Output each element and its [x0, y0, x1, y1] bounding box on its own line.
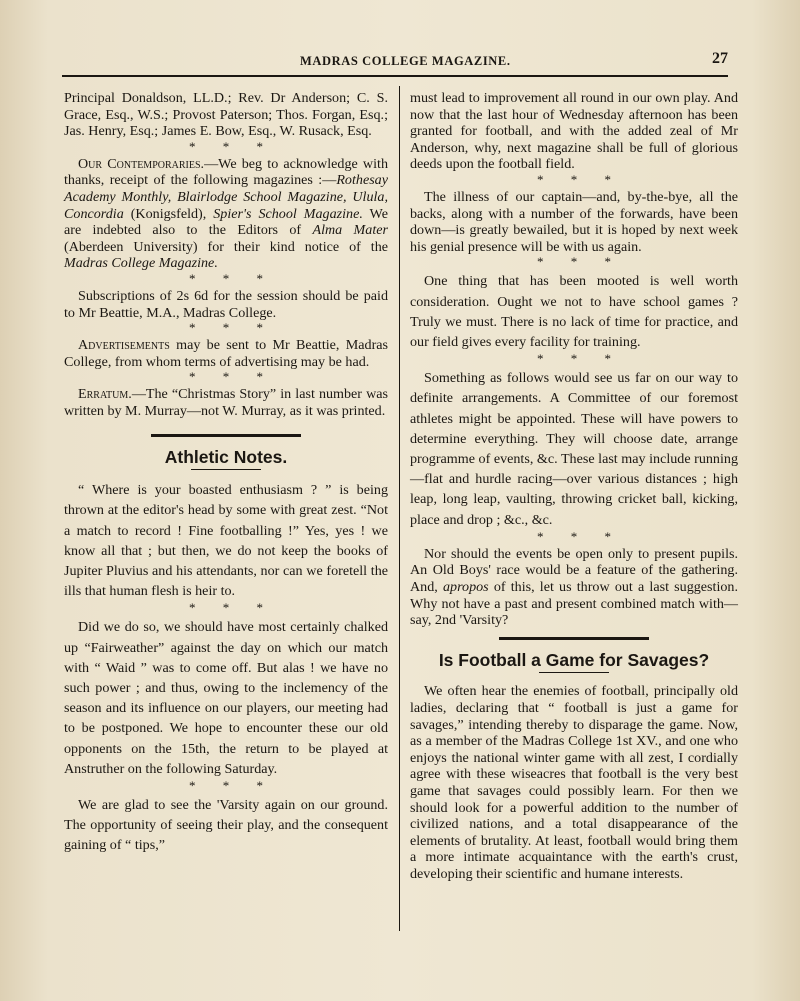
contemporaries-text-c: We are indebted also to the Editors of — [64, 205, 388, 239]
athletic-paragraph: We are glad to see the 'Varsity again on our ground. The opportunity of seeing their play, and the consequent gaining of “ tips,” — [64, 796, 388, 854]
school-games-paragraph: One thing that has been mooted is well worth consideration. Ought we not to have school games ? Truly we must. There is no lack of time for practice, and our field gives every facility for training. — [410, 273, 738, 350]
section-ornament: * * * — [537, 351, 623, 367]
captain-illness-paragraph: The illness of our captain—and, by-the-bye, all the backs, along with a number of the forwards, have been down—is greatly bewailed, but it is hoped by next week his genial presence will be with us again. — [410, 188, 738, 255]
alma-mater: Alma Mater — [312, 222, 389, 239]
section-ornament: * * * — [189, 138, 275, 154]
contemporaries-paragraph — [64, 156, 388, 272]
madras-college-magazine: Madras College Magazine. — [64, 255, 218, 272]
section-ornament: * * * — [537, 254, 623, 270]
subscriptions-paragraph: Subscriptions of 2s 6d for the session should be paid to Mr Beattie, M.A., Madras College. — [64, 287, 388, 321]
header-rule — [62, 75, 728, 77]
advertisements-text: may be sent to Mr Beattie, Madras College, from whom terms of advertising may be had. — [64, 337, 388, 370]
athletic-notes-title: Athletic Notes. — [164, 446, 288, 467]
running-title: MADRAS COLLEGE MAGAZINE. — [300, 54, 511, 68]
section-ornament: * * * — [189, 320, 275, 336]
continued-paragraph: must lead to improvement all round in our own play. And now that the last hour of Wednesday afternoon has been granted for football, and with the added zeal of Mr Anderson, why, next magazine shall be full of glorious deeds upon the football field. — [410, 90, 738, 173]
contemporaries-text-d: (Aberdeen University) for their kind notice of the — [64, 238, 388, 255]
column-divider — [399, 86, 400, 931]
erratum-paragraph — [64, 386, 388, 419]
left-column — [64, 90, 388, 856]
title-underline — [191, 469, 261, 470]
advertisements-heading: Advertisements — [78, 337, 170, 354]
contemporaries-heading: Our Contemporaries. — [78, 155, 205, 172]
section-ornament: * * * — [537, 528, 623, 544]
arrangements-paragraph: Something as follows would see us far on our way to definite arrangements. A Committee of our foremost athletes might be appointed. These will have powers to determine everything. They will choose date, arrange programme of events, &c. These last may include running—flat and hurdle racing—over various distances ; high leap, long leap, vaulting, throwing cricket ball, kicking, place and drop ; &c., &c. — [410, 370, 738, 528]
section-ornament: * * * — [537, 171, 623, 187]
spiers-magazine: Spier's School Magazine. — [213, 205, 363, 222]
page-number: 27 — [712, 50, 728, 67]
apropos: apropos — [442, 578, 489, 595]
events-text-b: of this, let us throw out a last suggestion. Why not have a past and present combined match with—say, 2nd 'Varsity? — [410, 578, 738, 629]
athletic-paragraph: “ Where is your boasted enthusiasm ? ” is being thrown at the editor's head by some with great zest. “Not a match to record ! Fine footballing !” Yes, yes ! we know all that ; but then, we do not keep the books of Jupiter Pluvius and his attendants, nor can we foretell the ills that human flesh is heir to. — [64, 482, 388, 600]
magazine-names: Rothesay Academy Monthly, Blairlodge School Magazine, Ulula, Concordia — [64, 172, 388, 222]
title-underline — [539, 672, 609, 673]
right-column — [410, 90, 738, 882]
events-text: Nor should the events be open only to present pupils. An Old Boys' race would be a feature of the gathering. And, — [410, 545, 738, 595]
section-rule — [151, 434, 301, 437]
events-paragraph — [410, 546, 738, 629]
erratum-text: —The “Christmas Story” in last number was written by M. Murray—not W. Murray, as it was printed. — [64, 386, 388, 419]
patrons-paragraph: Principal Donaldson, LL.D.; Rev. Dr Anderson; C. S. Grace, Esq., W.S.; Provost Paterson; Thos. Forgan, Esq.; Jas. Henry, Esq.; James E. Bow, Esq., W. Rusack, Esq. — [64, 90, 388, 140]
contemporaries-text-b: (Konigsfeld), — [123, 205, 214, 222]
section-ornament: * * * — [189, 777, 275, 793]
section-ornament: * * * — [189, 600, 275, 616]
football-paragraph: We often hear the enemies of football, principally old ladies, declaring that “ football is just a game for savages,” intending thereby to disparage the game. Now, as a member of the Madras College 1st XV., and one who enjoys the national winter game with all zest, I cordially agree with these wiseacres that football is the very best game that savages could possibly learn. For then we should look for a powerful addition to the number of civilized nations, and a total disappearance of the elements of brutality. At least, football would bring them a more intimate acquaintance with the earth's crust, developing their scientific and humane interests. — [410, 683, 738, 882]
athletic-paragraph: Did we do so, we should have most certainly chalked up “Fairweather” against the day on which our match with “ Waid ” was to come off. But alas ! we have no such power ; and thus, owing to the inclemency of the season and its influence on our players, our meeting had to be postponed. We hope to encounter these our old opponents on the 15th, the return to be played at Anstruther on the following Saturday. — [64, 619, 388, 777]
section-rule — [499, 637, 649, 640]
erratum-heading: Erratum. — [78, 386, 132, 403]
section-ornament: * * * — [189, 270, 275, 286]
section-ornament: * * * — [189, 369, 275, 385]
contemporaries-text: —We beg to acknowledge with thanks, receipt of the following magazines :— — [64, 155, 388, 189]
page-header — [62, 48, 728, 78]
advertisements-paragraph — [64, 337, 388, 370]
football-savages-title: Is Football a Game for Savages? — [438, 649, 710, 670]
